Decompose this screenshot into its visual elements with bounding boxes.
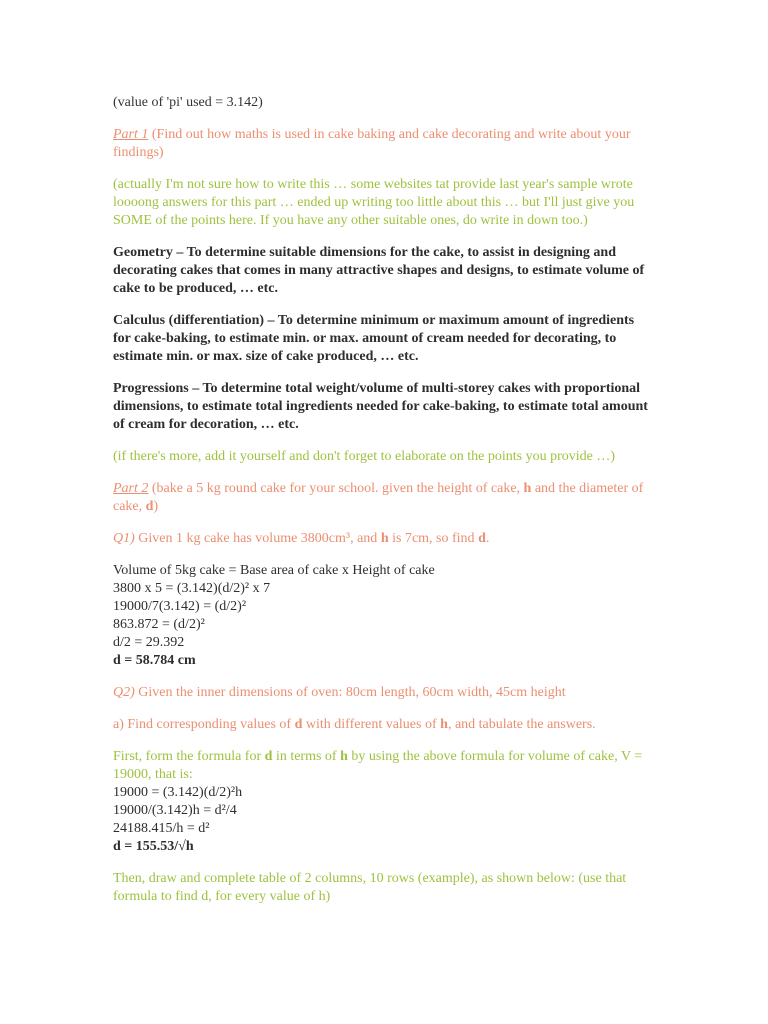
- q1-d: d: [478, 531, 486, 546]
- formula-intro: [113, 748, 653, 784]
- part1-text: (Find out how maths is used in cake baking and cake decorating and write about your findings): [113, 127, 631, 160]
- q1-text-3: .: [485, 531, 490, 546]
- q1-text-1: Given 1 kg cake has volume 3800cm³, and: [134, 531, 381, 546]
- table-note: Then, draw and complete table of 2 columns, 10 rows (example), as shown below: (use that formula to find d, for every value of h): [113, 871, 627, 904]
- q2a-paragraph: [113, 716, 653, 734]
- q2a-text-2: with different values of: [302, 717, 441, 732]
- point-calculus: Calculus (differentiation) – To determine minimum or maximum amount of ingredients for cake-baking, to estimate min. or max. amount of cream needed for decorating, to estimate min. or max. size of cake produced, … etc.: [113, 313, 635, 364]
- q2-text: Given the inner dimensions of oven: 80cm length, 60cm width, 45cm height: [134, 685, 566, 700]
- part2-d: d: [145, 499, 154, 514]
- document-body: [113, 94, 653, 920]
- q1-text-2: is 7cm, so find: [388, 531, 479, 546]
- calc1-line: 3800 x 5 = (3.142)(d/2)² x 7: [113, 581, 271, 596]
- calc1-line: d/2 = 29.392: [113, 635, 185, 650]
- part2-paragraph: [113, 480, 653, 516]
- calc1-line: 863.872 = (d/2)²: [113, 617, 205, 632]
- part2-text-3: ): [153, 499, 159, 514]
- note2-paragraph: (if there's more, add it yourself and don't forget to elaborate on the points you provide …): [113, 449, 616, 464]
- part1-label: Part 1: [113, 127, 149, 142]
- point-progressions: Progressions – To determine total weight/volume of multi-storey cakes with proportional dimensions, to estimate total ingredients needed for cake-baking, to estimate total amount of cream for decoration, … etc.: [113, 381, 648, 432]
- calc2-line: 19000 = (3.142)(d/2)²h: [113, 785, 243, 800]
- formula-intro-h: h: [340, 749, 348, 764]
- formula-intro-d: d: [264, 749, 273, 764]
- pi-note: (value of 'pi' used = 3.142): [113, 95, 263, 110]
- calc1-line: Volume of 5kg cake = Base area of cake x Height of cake: [113, 563, 435, 578]
- part2-text-1: (bake a 5 kg round cake for your school. given the height of cake,: [148, 481, 524, 496]
- calc2-result: d = 155.53/√h: [113, 839, 194, 854]
- part2-h: h: [523, 481, 532, 496]
- calc1-block: [113, 562, 653, 670]
- q1-paragraph: [113, 530, 653, 548]
- q1-label: Q1): [113, 531, 135, 546]
- point-geometry: Geometry – To determine suitable dimensions for the cake, to assist in designing and decorating cakes that comes in many attractive shapes and designs, to estimate volume of cake to be produced, … etc.: [113, 245, 645, 296]
- q1-h: h: [380, 531, 389, 546]
- calc1-line: 19000/7(3.142) = (d/2)²: [113, 599, 247, 614]
- formula-intro-text-3: by using the above formula for volume of cake, V = 19000, that is:: [113, 749, 643, 782]
- calc2-block: [113, 748, 653, 856]
- q2a-d: d: [294, 717, 303, 732]
- formula-intro-text-2: in terms of: [272, 749, 341, 764]
- formula-intro-text-1: First, form the formula for: [113, 749, 265, 764]
- q2a-text-1: a) Find corresponding values of: [113, 717, 295, 732]
- part1-paragraph: [113, 126, 653, 162]
- q2a-h: h: [440, 717, 448, 732]
- note1-paragraph: (actually I'm not sure how to write this … some websites tat provide last year's sample wrote loooong answers for this part … ended up writing too little about this … but I'll just give you SOME of the points here. If you have any other suitable ones, do write in down too.): [113, 177, 635, 228]
- q2a-text-3: , and tabulate the answers.: [447, 717, 596, 732]
- calc1-result: d = 58.784 cm: [113, 653, 196, 668]
- q2-label: Q2): [113, 685, 135, 700]
- calc2-line: 19000/(3.142)h = d²/4: [113, 803, 237, 818]
- calc2-line: 24188.415/h = d²: [113, 821, 210, 836]
- q2-paragraph: [113, 684, 653, 702]
- part2-label: Part 2: [113, 481, 149, 496]
- part2-text-2: and the diameter of cake,: [113, 481, 644, 514]
